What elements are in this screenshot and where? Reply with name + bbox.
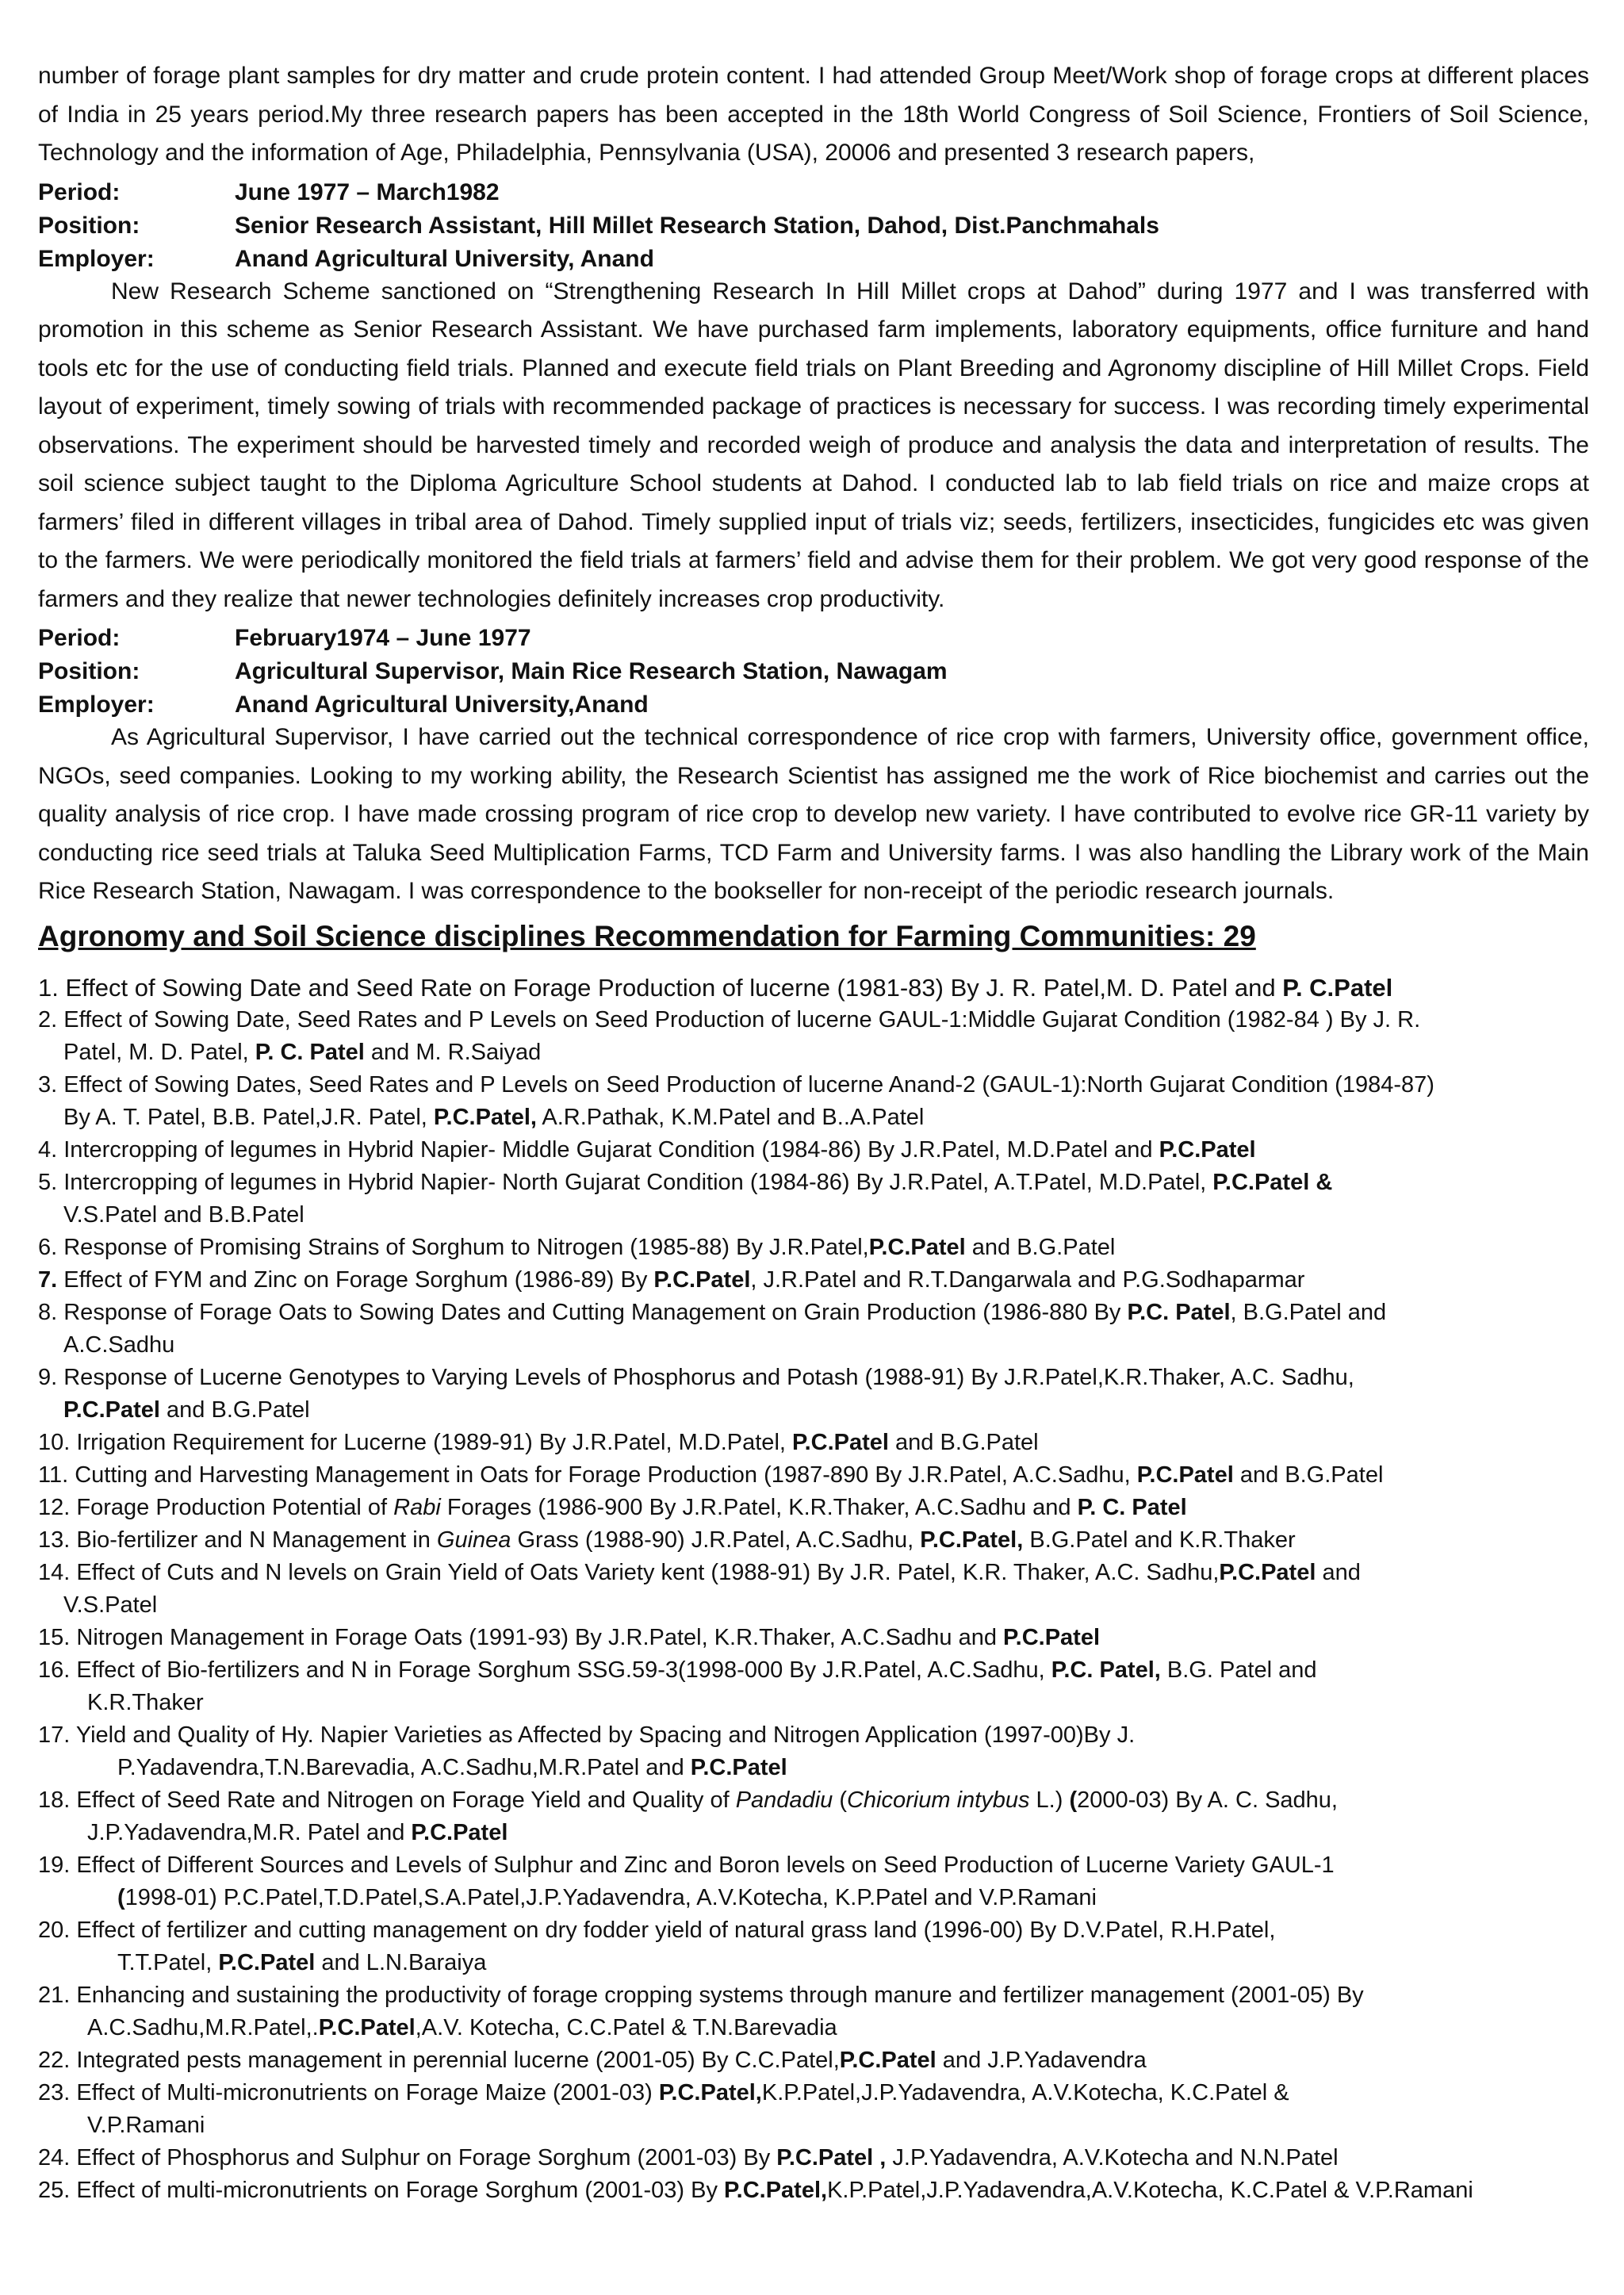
list-item-continuation: J.P.Yadavendra,M.R. Patel and P.C.Patel	[87, 1819, 508, 1845]
list-item-continuation: By A. T. Patel, B.B. Patel,J.R. Patel, P.C.Patel, A.R.Pathak, K.M.Patel and B..A.Patel	[63, 1104, 925, 1130]
list-item-continuation: A.C.Sadhu	[63, 1331, 175, 1358]
period-label: Period:	[38, 178, 121, 205]
job-description: As Agricultural Supervisor, I have carried out the technical correspondence of rice crop with farmers, University office, government office, NGOs, seed companies. Looking to my working ability, the Research Scientist has assigned me the work of Rice biochemist and carries out the quality analysis of rice crop. I have made crossing program of rice crop to develop new variety. I have contributed to evolve rice GR-11 variety by conducting rice seed trials at Taluka Seed Multiplication Farms, TCD Farm and University farms. I was also handling the Library work of the Main Rice Research Station, Nawagam. I was correspondence to the bookseller for non-receipt of the periodic research journals.	[38, 724, 1589, 904]
list-item: 18. Effect of Seed Rate and Nitrogen on Forage Yield and Quality of Pandadiu (Chicorium intybus L.) (2000-03) By A. C. Sadhu,	[38, 1787, 1338, 1813]
position-label: Position:	[38, 212, 140, 239]
list-item: 4. Intercropping of legumes in Hybrid Napier- Middle Gujarat Condition (1984-86) By J.R.Patel, M.D.Patel and P.C.Patel	[38, 1136, 1256, 1163]
list-item: 23. Effect of Multi-micronutrients on Forage Maize (2001-03) P.C.Patel,K.P.Patel,J.P.Yadavendra, A.V.Kotecha, K.C.Patel &	[38, 2079, 1289, 2105]
list-item-continuation: P.Yadavendra,T.N.Barevadia, A.C.Sadhu,M.R.Patel and P.C.Patel	[117, 1754, 787, 1780]
list-item: 3. Effect of Sowing Dates, Seed Rates and P Levels on Seed Production of lucerne Anand-2 (GAUL-1):North Gujarat Condition (1984-87)	[38, 1071, 1434, 1098]
position-value: Senior Research Assistant, Hill Millet Research Station, Dahod, Dist.Panchmahals	[235, 212, 1159, 239]
list-item: 11. Cutting and Harvesting Management in Oats for Forage Production (1987-890 By J.R.Patel, A.C.Sadhu, P.C.Patel and B.G.Patel	[38, 1462, 1384, 1488]
job-description: New Research Scheme sanctioned on “Strengthening Research In Hill Millet crops at Dahod” during 1977 and I was transferred with promotion in this scheme as Senior Research Assistant. We have purchased farm implements, laboratory equipments, office furniture and hand tools etc for the use of conducting field trials. Planned and execute field trials on Plant Breeding and Agronomy discipline of Hill Millet Crops. Field layout of experiment, timely sowing of trials with recommended package of practices is necessary for success. I was recording timely experimental observations. The experiment should be harvested timely and recorded weigh of produce and analysis the data and interpretation of results. The soil science subject taught to the Diploma Agriculture School students at Dahod. I conducted lab to lab field trials on rice and maize crops at farmers’ filed in different villages in tribal area of Dahod. Timely supplied input of trials viz; seeds, fertilizers, insecticides, fungicides etc was given to the farmers. We were periodically monitored the field trials at farmers’ field and advise them for their problem. We got very good response of the farmers and they realize that newer technologies definitely increases crop productivity.	[38, 278, 1589, 612]
list-item: 9. Response of Lucerne Genotypes to Varying Levels of Phosphorus and Potash (1988-91) By J.R.Patel,K.R.Thaker, A.C. Sadhu,	[38, 1364, 1354, 1390]
employer-value: Anand Agricultural University, Anand	[235, 245, 654, 272]
list-item: 5. Intercropping of legumes in Hybrid Napier- North Gujarat Condition (1984-86) By J.R.Patel, A.T.Patel, M.D.Patel, P.C.Patel &	[38, 1169, 1333, 1195]
employer-row	[38, 688, 1589, 722]
list-item: 2. Effect of Sowing Date, Seed Rates and P Levels on Seed Production of lucerne GAUL-1:Middle Gujarat Condition (1982-84 ) By J. R.	[38, 1006, 1421, 1033]
list-item: 14. Effect of Cuts and N levels on Grain Yield of Oats Variety kent (1988-91) By J.R. Patel, K.R. Thaker, A.C. Sadhu,P.C.Patel and	[38, 1559, 1361, 1585]
list-item: 15. Nitrogen Management in Forage Oats (1991-93) By J.R.Patel, K.R.Thaker, A.C.Sadhu and P.C.Patel	[38, 1624, 1101, 1650]
list-item: 17. Yield and Quality of Hy. Napier Varieties as Affected by Spacing and Nitrogen Application (1997-00)By J.	[38, 1722, 1136, 1748]
period-value: February1974 – June 1977	[235, 625, 531, 651]
section-heading: Agronomy and Soil Science disciplines Recommendation for Farming Communities: 29	[38, 919, 1256, 952]
employer-label: Employer:	[38, 245, 155, 272]
list-item: 10. Irrigation Requirement for Lucerne (1989-91) By J.R.Patel, M.D.Patel, P.C.Patel and B.G.Patel	[38, 1429, 1039, 1455]
list-item: 12. Forage Production Potential of Rabi Forages (1986-900 By J.R.Patel, K.R.Thaker, A.C.Sadhu and P. C. Patel	[38, 1494, 1187, 1520]
position-row	[38, 655, 1589, 688]
list-item: 8. Response of Forage Oats to Sowing Dates and Cutting Management on Grain Production (1986-880 By P.C. Patel, B.G.Patel and	[38, 1299, 1387, 1325]
list-item: 19. Effect of Different Sources and Levels of Sulphur and Zinc and Boron levels on Seed Production of Lucerne Variety GAUL-1	[38, 1852, 1335, 1878]
list-item: 1. Effect of Sowing Date and Seed Rate on Forage Production of lucerne (1981-83) By J. R. Patel,M. D. Patel and P. C.Patel	[38, 973, 1393, 1002]
job-section-1	[38, 176, 1589, 619]
list-item: 6. Response of Promising Strains of Sorghum to Nitrogen (1985-88) By J.R.Patel,P.C.Patel and B.G.Patel	[38, 1234, 1116, 1260]
period-row	[38, 176, 1589, 209]
list-item-continuation: V.S.Patel and B.B.Patel	[63, 1201, 304, 1228]
list-item-continuation: Patel, M. D. Patel, P. C. Patel and M. R.Saiyad	[63, 1039, 542, 1065]
employer-label: Employer:	[38, 692, 155, 718]
list-item-continuation: T.T.Patel, P.C.Patel and L.N.Baraiya	[117, 1949, 487, 1975]
list-item: 22. Integrated pests management in perennial lucerne (2001-05) By C.C.Patel,P.C.Patel and J.P.Yadavendra	[38, 2047, 1147, 2073]
document-page	[38, 57, 1589, 2207]
list-item: 13. Bio-fertilizer and N Management in Guinea Grass (1988-90) J.R.Patel, A.C.Sadhu, P.C.Patel, B.G.Patel and K.R.Thaker	[38, 1527, 1296, 1553]
period-label: Period:	[38, 625, 121, 651]
recommendation-list	[38, 971, 1589, 2207]
position-row	[38, 209, 1589, 243]
list-item: 24. Effect of Phosphorus and Sulphur on Forage Sorghum (2001-03) By P.C.Patel , J.P.Yadavendra, A.V.Kotecha and N.N.Patel	[38, 2144, 1339, 2170]
list-item: 16. Effect of Bio-fertilizers and N in Forage Sorghum SSG.59-3(1998-000 By J.R.Patel, A.C.Sadhu, P.C. Patel, B.G. Patel and	[38, 1657, 1317, 1683]
list-item-continuation: V.P.Ramani	[87, 2112, 205, 2138]
list-item-continuation: A.C.Sadhu,M.R.Patel,.P.C.Patel,A.V. Kotecha, C.C.Patel & T.N.Barevadia	[87, 2014, 837, 2040]
position-label: Position:	[38, 658, 140, 684]
employer-row	[38, 243, 1589, 276]
list-item: 7. Effect of FYM and Zinc on Forage Sorghum (1986-89) By P.C.Patel, J.R.Patel and R.T.Dangarwala and P.G.Sodhaparmar	[38, 1266, 1305, 1293]
list-item: 21. Enhancing and sustaining the productivity of forage cropping systems through manure and fertilizer management (2001-05) By	[38, 1982, 1364, 2008]
period-value: June 1977 – March1982	[235, 178, 500, 205]
list-item-continuation: P.C.Patel and B.G.Patel	[63, 1397, 310, 1423]
employer-value: Anand Agricultural University,Anand	[235, 692, 649, 718]
period-row	[38, 622, 1589, 655]
list-item: 20. Effect of fertilizer and cutting management on dry fodder yield of natural grass land (1996-00) By D.V.Patel, R.H.Patel,	[38, 1917, 1276, 1943]
list-item-continuation: K.R.Thaker	[87, 1689, 204, 1715]
position-value: Agricultural Supervisor, Main Rice Research Station, Nawagam	[235, 658, 948, 684]
list-item-continuation: (1998-01) P.C.Patel,T.D.Patel,S.A.Patel,J.P.Yadavendra, A.V.Kotecha, K.P.Patel and V.P.Ramani	[117, 1884, 1097, 1910]
intro-paragraph: number of forage plant samples for dry matter and crude protein content. I had attended Group Meet/Work shop of forage crops at different places of India in 25 years period.My three research papers has been accepted in the 18th World Congress of Soil Science, Frontiers of Soil Science, Technology and the information of Age, Philadelphia, Pennsylvania (USA), 20006 and presented 3 research papers,	[38, 63, 1589, 166]
list-item: 25. Effect of multi-micronutrients on Forage Sorghum (2001-03) By P.C.Patel,K.P.Patel,J.P.Yadavendra,A.V.Kotecha, K.C.Patel & V.P.Ramani	[38, 2177, 1473, 2203]
job-section-2	[38, 622, 1589, 911]
list-item-continuation: V.S.Patel	[63, 1592, 158, 1618]
